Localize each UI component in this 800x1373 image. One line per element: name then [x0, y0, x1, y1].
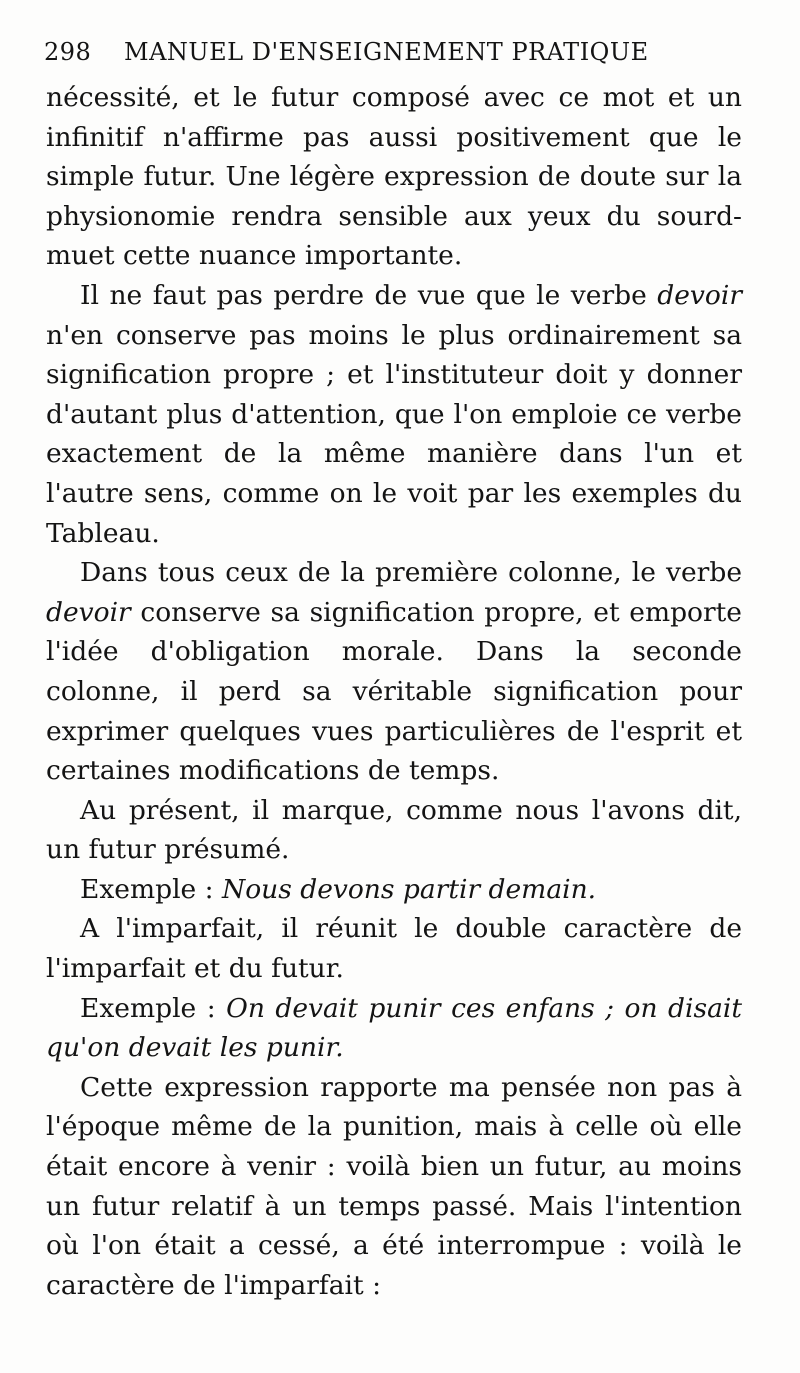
example-sentence: Nous devons partir demain. — [222, 873, 597, 905]
italic-term: devoir — [657, 279, 742, 311]
paragraph-devoir-propre — [46, 276, 742, 553]
example-label: Exemple : — [80, 873, 222, 905]
paragraph-text: Au présent, il marque, comme nous l'avons dit, un futur présumé. — [46, 794, 742, 866]
example-imparfait — [46, 989, 742, 1068]
example-label: Exemple : — [80, 992, 227, 1024]
paragraph-text: nécessité, et le futur composé avec ce mot et un infinitif n'affirme pas aussi positivement que le simple futur. Une légère expression de doute sur la physionomie rendra sensible aux yeux du sourd-muet cette nuance importante. — [46, 82, 742, 272]
page-number: 298 — [44, 38, 92, 66]
paragraph-present — [46, 791, 742, 870]
paragraph-continuation — [46, 78, 742, 276]
paragraph-text: A l'imparfait, il réunit le double caractère de l'imparfait et du futur. — [46, 913, 742, 985]
running-title: MANUEL D'ENSEIGNEMENT PRATIQUE — [124, 38, 649, 66]
paragraph-text: n'en conserve pas moins le plus ordinairement sa signification propre ; et l'instituteur doit y donner d'autant plus d'attention, que l'on emploie ce verbe exactement de la même manière dans l'un et l'autre sens, comme on le voit par les exemples du Tableau. — [46, 319, 742, 549]
paragraph-text: conserve sa signification propre, et emporte l'idée d'obligation morale. Dans la seconde colonne, il perd sa véritable signification pour exprimer quelques vues particulières de l'esprit et certaines modifications de temps. — [46, 596, 742, 787]
example-present — [46, 870, 742, 910]
example-sentence: On devait punir ces enfans ; on disait qu'on devait les punir. — [46, 992, 742, 1064]
italic-term: devoir — [46, 596, 131, 628]
paragraph-expression — [46, 1068, 742, 1306]
paragraph-text: Il ne faut pas perdre de vue que le verbe — [80, 279, 658, 311]
running-head — [44, 38, 764, 78]
paragraph-text: Cette expression rapporte ma pensée non pas à l'époque même de la punition, mais à celle où elle était encore à venir : voilà bien un futur, au moins un futur relatif à un temps passé. Mais l'intention où l'on était a cessé, a été interrompue : voilà le caractère de l'imparfait : — [46, 1071, 742, 1301]
paragraph-text: Dans tous ceux de la première colonne, le verbe — [80, 557, 742, 589]
paragraph-imparfait — [46, 909, 742, 988]
body-text — [46, 78, 742, 1305]
paragraph-colonnes — [46, 553, 742, 791]
